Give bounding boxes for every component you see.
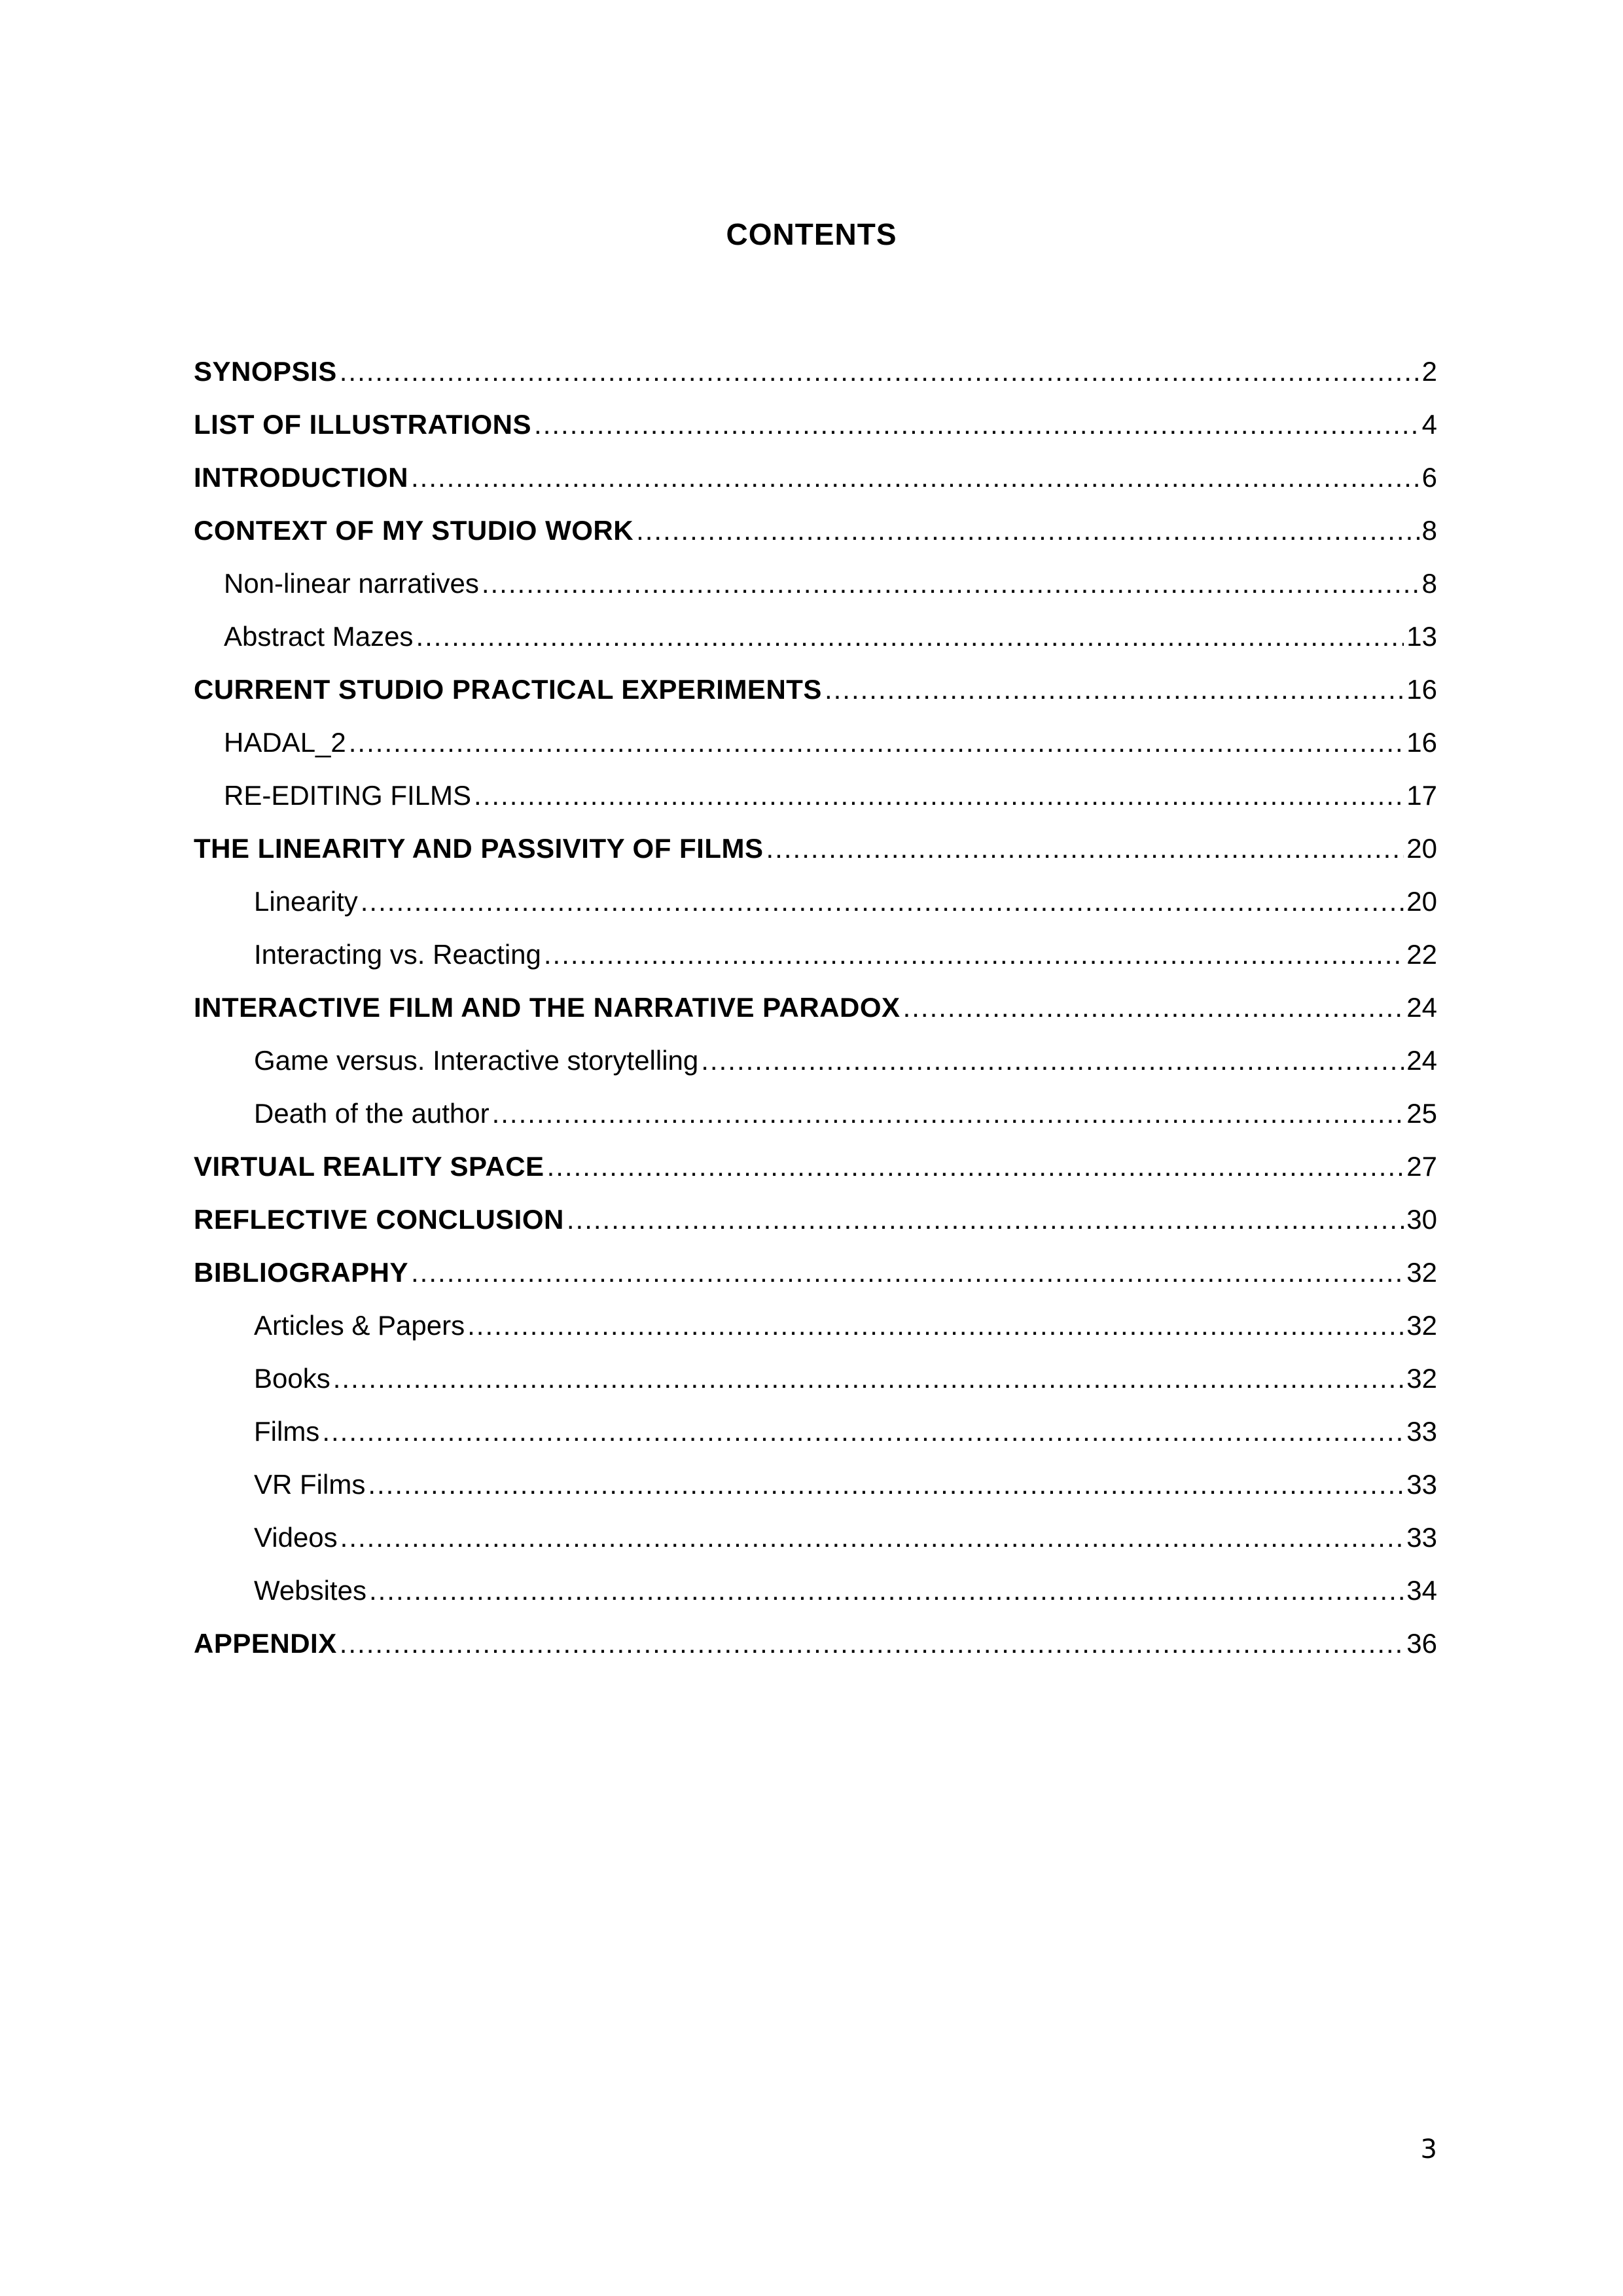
toc-entry-page: 16: [1406, 727, 1437, 758]
toc-entry[interactable]: [194, 1199, 1437, 1252]
toc-entry-label: Abstract Mazes: [224, 621, 414, 652]
toc-dot-leader: [567, 1199, 1404, 1241]
toc-entry[interactable]: [194, 881, 1437, 934]
toc-entry-page: 6: [1421, 462, 1437, 493]
toc-dot-leader: [361, 881, 1404, 923]
toc-entry-page: 33: [1406, 1522, 1437, 1553]
toc-dot-leader: [369, 1570, 1404, 1612]
toc-entry-label: THE LINEARITY AND PASSIVITY OF FILMS: [194, 833, 764, 864]
toc-entry-page: 27: [1406, 1151, 1437, 1182]
toc-entry-label: INTERACTIVE FILM AND THE NARRATIVE PARADOX: [194, 992, 901, 1023]
toc-entry-page: 24: [1406, 1045, 1437, 1076]
toc-dot-leader: [340, 1517, 1404, 1559]
toc-entry-label: VIRTUAL REALITY SPACE: [194, 1151, 544, 1182]
toc-entry-page: 24: [1406, 992, 1437, 1023]
toc-entry-page: 17: [1406, 780, 1437, 811]
toc-dot-leader: [416, 616, 1404, 658]
toc-dot-leader: [340, 1623, 1404, 1665]
toc-entry-label: Death of the author: [254, 1098, 490, 1129]
toc-dot-leader: [903, 987, 1404, 1029]
toc-entry-label: APPENDIX: [194, 1628, 337, 1659]
toc-entry-label: BIBLIOGRAPHY: [194, 1257, 409, 1288]
toc-entry[interactable]: [194, 1305, 1437, 1358]
toc-entry-label: INTRODUCTION: [194, 462, 408, 493]
toc-entry-page: 16: [1406, 674, 1437, 705]
toc-entry-label: Non-linear narratives: [224, 568, 479, 599]
toc-entry-label: Films: [254, 1416, 320, 1447]
toc-entry[interactable]: [194, 1358, 1437, 1411]
toc-entry[interactable]: [194, 1040, 1437, 1093]
toc-entry[interactable]: [194, 987, 1437, 1040]
toc-entry-page: 4: [1421, 409, 1437, 440]
toc-entry[interactable]: [194, 510, 1437, 563]
toc-entry[interactable]: [194, 1464, 1437, 1517]
toc-entry-label: Articles & Papers: [254, 1310, 465, 1341]
table-of-contents: [194, 351, 1437, 1676]
toc-entry-label: SYNOPSIS: [194, 356, 337, 387]
toc-entry-page: 32: [1406, 1310, 1437, 1341]
toc-entry[interactable]: [194, 351, 1437, 404]
page-number: 3: [1420, 2134, 1437, 2164]
toc-entry[interactable]: [194, 1146, 1437, 1199]
toc-entry-page: 8: [1421, 515, 1437, 546]
toc-dot-leader: [474, 775, 1404, 817]
toc-dot-leader: [411, 1252, 1404, 1294]
toc-entry-page: 22: [1406, 939, 1437, 970]
toc-entry-label: Websites: [254, 1575, 366, 1606]
toc-entry-label: Videos: [254, 1522, 338, 1553]
toc-entry-page: 20: [1406, 833, 1437, 864]
toc-entry-page: 20: [1406, 886, 1437, 917]
toc-entry-page: 36: [1406, 1628, 1437, 1659]
toc-entry[interactable]: [194, 722, 1437, 775]
toc-entry-page: 34: [1406, 1575, 1437, 1606]
toc-entry-label: REFLECTIVE CONCLUSION: [194, 1204, 564, 1235]
toc-dot-leader: [492, 1093, 1404, 1135]
toc-entry-page: 2: [1421, 356, 1437, 387]
toc-dot-leader: [322, 1411, 1404, 1453]
toc-entry-page: 33: [1406, 1416, 1437, 1447]
toc-dot-leader: [340, 351, 1419, 393]
toc-entry-label: Books: [254, 1363, 330, 1394]
toc-entry[interactable]: [194, 828, 1437, 881]
toc-entry-label: Game versus. Interactive storytelling: [254, 1045, 699, 1076]
toc-entry[interactable]: [194, 934, 1437, 987]
toc-entry[interactable]: [194, 563, 1437, 616]
toc-entry[interactable]: [194, 1517, 1437, 1570]
toc-dot-leader: [701, 1040, 1404, 1082]
toc-entry[interactable]: [194, 669, 1437, 722]
toc-entry[interactable]: [194, 404, 1437, 457]
toc-entry-label: LIST OF ILLUSTRATIONS: [194, 409, 532, 440]
toc-entry-page: 30: [1406, 1204, 1437, 1235]
toc-entry[interactable]: [194, 457, 1437, 510]
toc-dot-leader: [534, 404, 1419, 446]
toc-dot-leader: [825, 669, 1404, 711]
toc-entry-label: Linearity: [254, 886, 358, 917]
toc-entry-page: 8: [1421, 568, 1437, 599]
toc-entry[interactable]: [194, 1570, 1437, 1623]
toc-entry[interactable]: [194, 1623, 1437, 1676]
toc-entry-label: VR Films: [254, 1469, 366, 1500]
toc-dot-leader: [411, 457, 1419, 499]
toc-dot-leader: [349, 722, 1404, 764]
toc-entry[interactable]: [194, 775, 1437, 828]
toc-entry-label: CURRENT STUDIO PRACTICAL EXPERIMENTS: [194, 674, 822, 705]
toc-entry[interactable]: [194, 1411, 1437, 1464]
toc-dot-leader: [544, 934, 1404, 976]
toc-entry-page: 33: [1406, 1469, 1437, 1500]
toc-entry-label: RE-EDITING FILMS: [224, 780, 472, 811]
toc-entry-page: 32: [1406, 1257, 1437, 1288]
toc-dot-leader: [333, 1358, 1404, 1400]
toc-entry[interactable]: [194, 1252, 1437, 1305]
toc-entry-page: 13: [1406, 621, 1437, 652]
toc-dot-leader: [482, 563, 1419, 605]
toc-entry[interactable]: [194, 1093, 1437, 1146]
page-title: CONTENTS: [726, 217, 897, 251]
toc-entry-label: CONTEXT OF MY STUDIO WORK: [194, 515, 634, 546]
toc-dot-leader: [636, 510, 1419, 552]
toc-dot-leader: [368, 1464, 1404, 1506]
toc-dot-leader: [467, 1305, 1404, 1347]
toc-entry-label: HADAL_2: [224, 727, 346, 758]
toc-entry-page: 25: [1406, 1098, 1437, 1129]
toc-dot-leader: [547, 1146, 1404, 1188]
toc-dot-leader: [766, 828, 1404, 870]
toc-entry[interactable]: [194, 616, 1437, 669]
toc-entry-label: Interacting vs. Reacting: [254, 939, 541, 970]
toc-entry-page: 32: [1406, 1363, 1437, 1394]
